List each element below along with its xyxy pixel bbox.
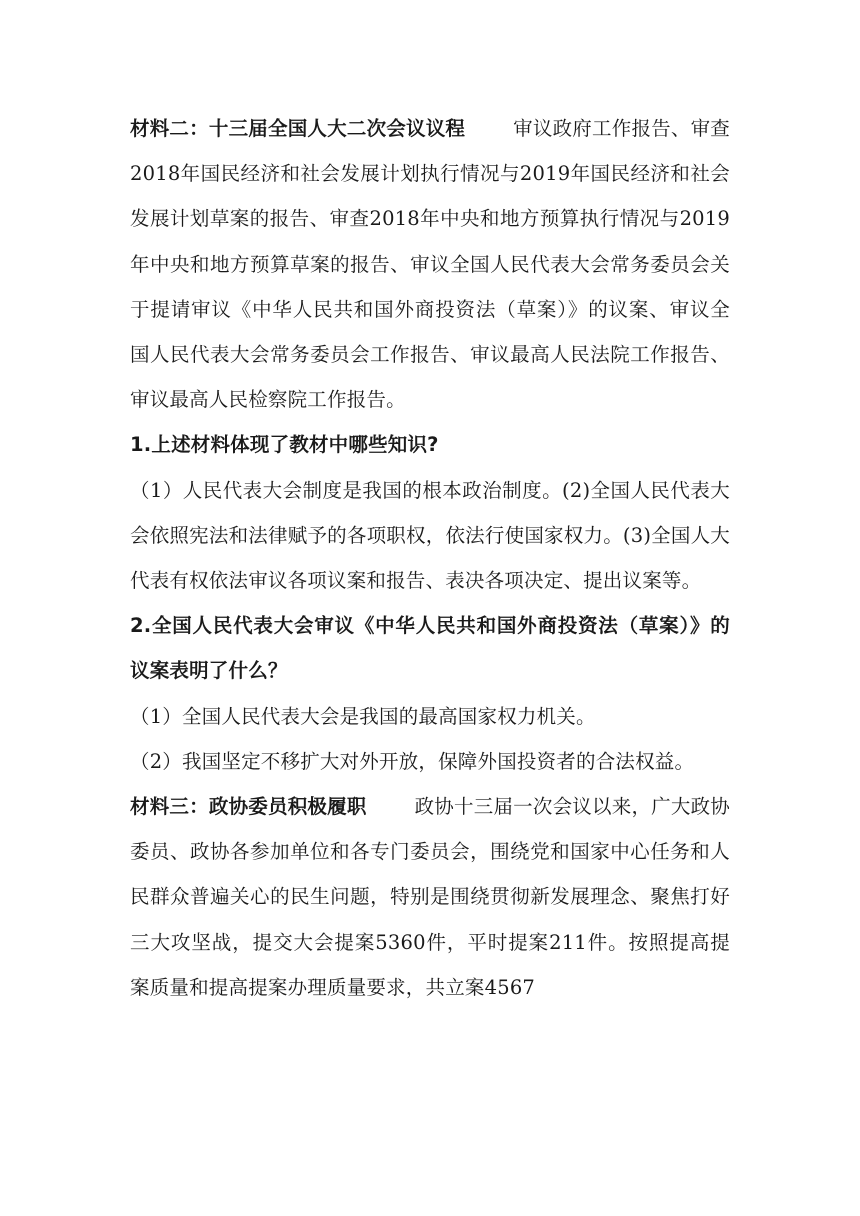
- material-two-heading: 材料二：十三届全国人大二次会议议程: [130, 117, 466, 140]
- question-two: 2.全国人民代表大会审议《中华人民共和国外商投资法（草案）》的议案表明了什么？: [130, 614, 730, 683]
- question-two-answer-one: （1）全国人民代表大会是我国的最高国家权力机关。: [130, 704, 596, 728]
- material-three-body: 政协十三届一次会议以来，广大政协委员、政协各参加单位和各专门委员会，围绕党和国家中心任务和人民群众普遍关心的民生问题，特别是围绕贯彻新发展理念、聚焦打好三大攻坚战，提交大会提案5360件，平时提案211件。按照提高提案质量和提高提案办理质量要求，共立案4567: [130, 795, 731, 999]
- material-three-heading: 材料三：政协委员积极履职: [130, 795, 367, 819]
- question-one: 1.上述材料体现了教材中哪些知识?: [130, 433, 439, 457]
- material-three-paragraph: [130, 784, 730, 1010]
- document-page: [130, 106, 730, 1010]
- material-two-paragraph: [130, 106, 730, 422]
- material-two-body: 审议政府工作报告、审查2018年国民经济和社会发展计划执行情况与2019年国民经济和社会发展计划草案的报告、审查2018年中央和地方预算执行情况与2019年中央和地方预算草案的报告、审议全国人民代表大会常务委员会关于提请审议《中华人民共和国外商投资法（草案）》的议案、审议全国人民代表大会常务委员会工作报告、审议最高人民法院工作报告、审议最高人民检察院工作报告。: [130, 117, 730, 412]
- question-one-answer: （1）人民代表大会制度是我国的根本政治制度。(2)全国人民代表大会依照宪法和法律赋予的各项职权，依法行使国家权力。(3)全国人大代表有权依法审议各项议案和报告、表决各项决定、提出议案等。: [130, 478, 730, 593]
- question-two-answer-two: （2）我国坚定不移扩大对外开放，保障外国投资者的合法权益。: [130, 749, 695, 773]
